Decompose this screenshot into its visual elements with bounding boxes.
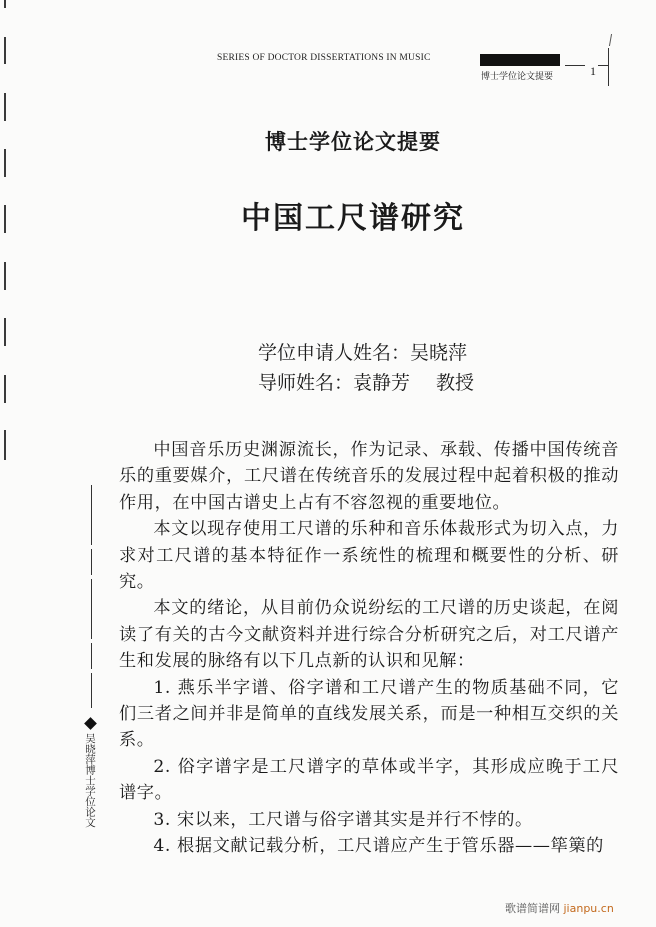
paragraph: 本文以现存使用工尺谱的乐种和音乐体裁形式为切入点，力求对工尺谱的基本特征作一系统性的梳理和概要性的分析、研究。 — [119, 519, 619, 593]
paragraph: 本文的绪论，从目前仍众说纷纭的工尺谱的历史谈起，在阅读了有关的古今文献资料并进行综合分析研究之后，对工尺谱产生和发展的脉络有以下几点新的认识和见解： — [119, 598, 619, 672]
binding-tick — [4, 375, 6, 403]
watermark-domain: jianpu.cn — [563, 902, 614, 915]
applicant-name: 学位申请人姓名：吴晓萍 — [258, 342, 468, 364]
header-vertical-rule — [609, 34, 612, 46]
paragraph: 2. 俗字谱字是工尺谱字的草体或半字，其形成应晚于工尺谱字。 — [119, 756, 619, 804]
binding-tick — [4, 318, 6, 346]
watermark — [505, 900, 614, 916]
supervisor-title: 教授 — [436, 372, 475, 394]
abstract-body — [119, 437, 619, 860]
binding-tick — [4, 37, 6, 64]
spine-rule — [91, 485, 92, 708]
watermark-site-name: 歌谱简谱网 — [505, 902, 560, 915]
binding-tick — [4, 0, 6, 8]
diamond-icon — [84, 717, 97, 730]
header-vertical-rule — [608, 48, 609, 86]
supervisor-line — [258, 368, 474, 398]
paragraph: 中国音乐历史渊源流长，作为记录、承载、传播中国传统音乐的重要媒介，工尺谱在传统音乐的发展过程中起着积极的推动作用，在中国古谱史上占有不容忽视的重要地位。 — [119, 440, 619, 513]
section-label: 博士学位论文提要 — [481, 72, 554, 82]
series-title: SERIES OF DOCTOR DISSERTATIONS IN MUSIC — [217, 53, 431, 63]
spine-text: 吴晓萍博士学位论文 — [84, 733, 96, 828]
paragraph: 4. 根据文献记载分析，工尺谱应产生于管乐器——筚篥的 — [153, 836, 604, 857]
header-redaction-bar — [480, 54, 560, 66]
section-heading: 博士学位论文提要 — [265, 130, 441, 154]
author-block — [258, 338, 474, 398]
page-number: 1 — [590, 64, 596, 78]
binding-tick — [4, 93, 6, 121]
document-title: 中国工尺谱研究 — [241, 201, 465, 236]
binding-tick — [4, 430, 6, 460]
header-rule — [565, 65, 585, 66]
paragraph: 3. 宋以来，工尺谱与俗字谱其实是并行不悖的。 — [153, 809, 533, 830]
header-rule — [598, 65, 608, 66]
binding-tick — [4, 262, 6, 290]
paragraph: 1. 燕乐半字谱、俗字谱和工尺谱产生的物质基础不同，它们三者之间并非是简单的直线发展关系，而是一种相互交织的关系。 — [119, 677, 619, 751]
supervisor-name: 导师姓名：袁静芳 — [258, 372, 411, 394]
